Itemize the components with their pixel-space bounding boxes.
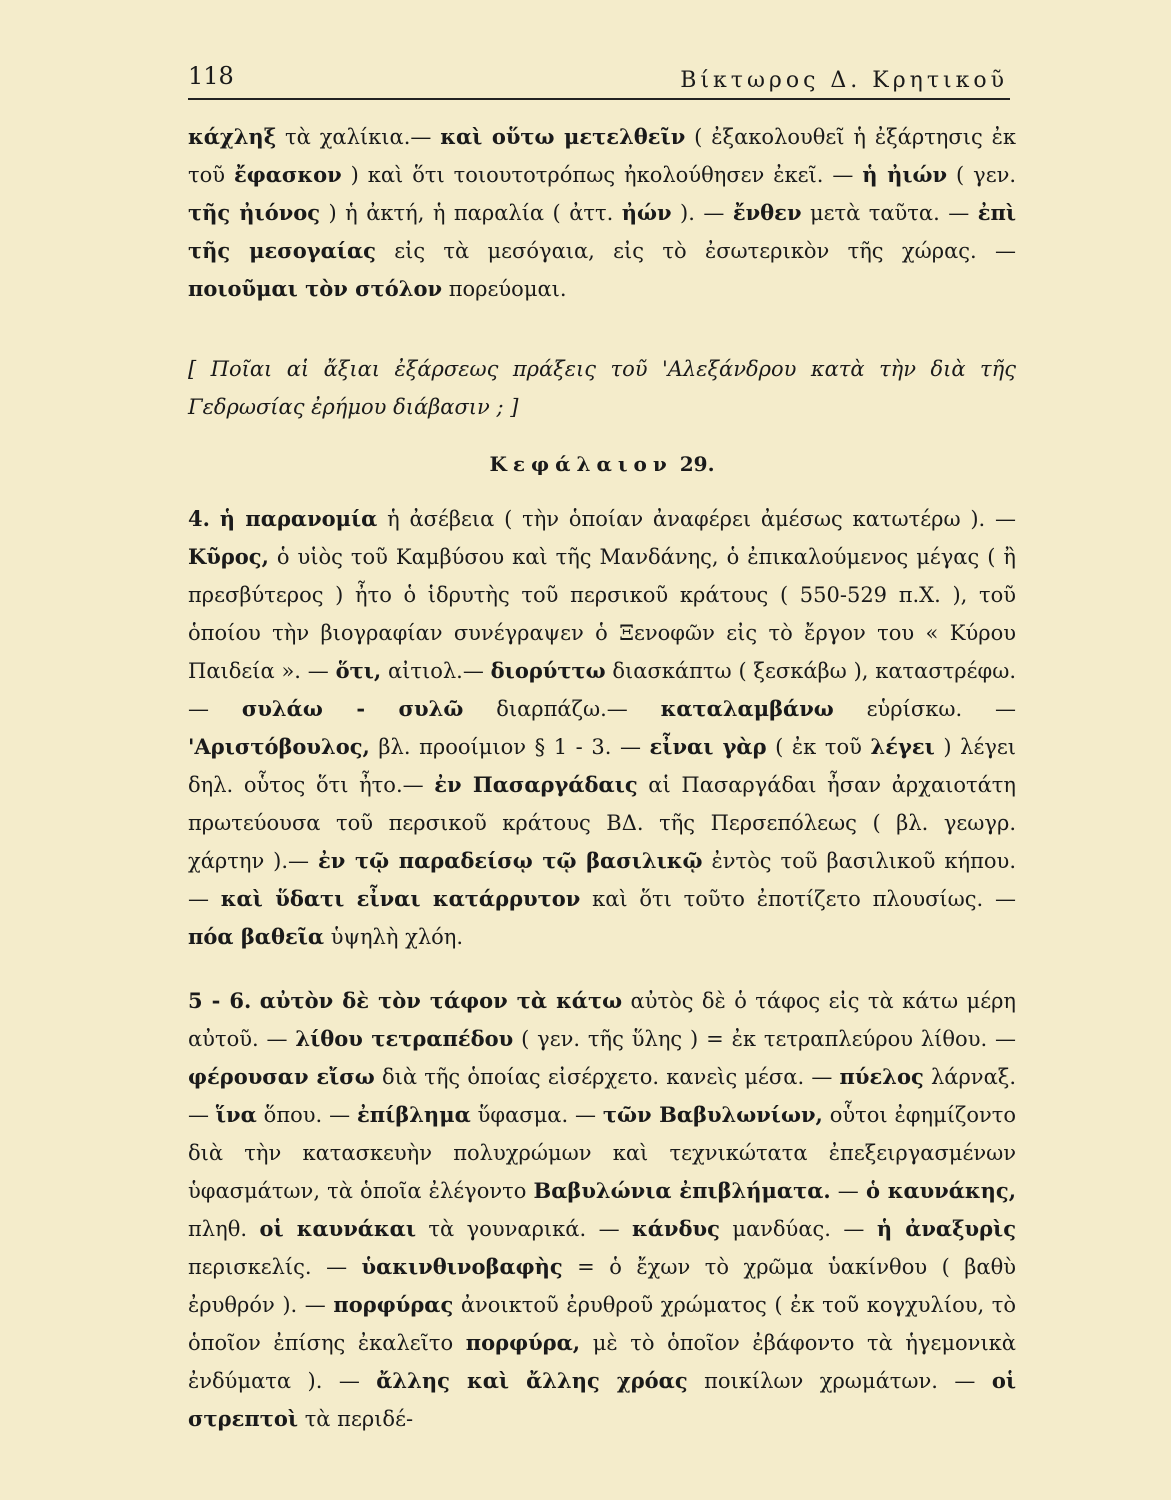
- gloss: διασκάπτω ( ξεσκάβω ), καταστρέφω.—: [188, 659, 1017, 721]
- term: διορύττω: [490, 658, 606, 683]
- gloss: ( γεν. τῆς ὕλης ) = ἐκ τετραπλεύρου λίθου. —: [513, 1027, 1017, 1051]
- gloss: λάρναξ. —: [188, 1065, 1016, 1127]
- chapter-heading: [188, 452, 1016, 476]
- gloss: ἀνοικτοῦ ἐρυθροῦ χρώματος ( ἐκ τοῦ κογχυλίου, τὸ ὁποῖον ἐπίσης ἐκαλεῖτο: [188, 1293, 1016, 1355]
- gloss: ( γεν.: [947, 163, 1017, 187]
- gloss: τὰ γουναρικά. —: [415, 1217, 633, 1241]
- term: οἱ στρεπτοὶ: [188, 1368, 1016, 1431]
- page-number: 118: [188, 62, 234, 90]
- term: φέρουσαν εἴσω: [188, 1064, 375, 1089]
- term: ὅτι,: [335, 658, 382, 683]
- term: ἵνα: [215, 1102, 257, 1127]
- term: κάχληξ: [188, 124, 277, 149]
- chapter-word: Κεφάλαιον: [489, 452, 673, 476]
- gloss: καὶ ὅτι τοῦτο ἐποτίζετο πλουσίως. —: [580, 887, 1016, 911]
- term: ἐπὶ τῆς μεσογαίας: [188, 200, 1016, 263]
- gloss: ) ἡ ἀκτή, ἡ παραλία ( ἀττ.: [320, 201, 622, 225]
- term: Βαβυλώνια ἐπιβλήματα.: [533, 1178, 831, 1203]
- header-rule: [188, 98, 1010, 100]
- gloss: εὑρίσκω. —: [833, 697, 1016, 721]
- gloss: ἐντὸς τοῦ βασιλικοῦ κήπου. —: [188, 849, 1016, 911]
- gloss: τὰ περιδέ-: [298, 1407, 414, 1431]
- gloss: βλ. προοίμιον § 1 - 3. —: [369, 735, 650, 759]
- gloss: εἰς τὰ μεσόγαια, εἰς τὸ ἐσωτερικὸν τῆς χώρας. —: [375, 239, 1016, 263]
- term: ὑακινθινοβαφὴς: [361, 1254, 563, 1279]
- gloss: ) λέγει δηλ. οὗτος ὅτι ἦτο.—: [188, 735, 1016, 797]
- study-question: [ Ποῖαι αἱ ἄξιαι ἐξάρσεως πράξεις τοῦ 'Αλεξάνδρου κατὰ τὴν διὰ τῆς Γεδρωσίας ἐρήμου διάβασιν ; ]: [188, 357, 1016, 419]
- term: αὐτὸν δὲ τὸν τάφον τὰ κάτω: [259, 988, 623, 1013]
- term: οἱ καυνάκαι: [259, 1216, 416, 1241]
- gloss: ὕφασμα. —: [470, 1103, 603, 1127]
- term: ὁ καυνάκης,: [865, 1178, 1017, 1203]
- term: 'Αριστόβουλος,: [188, 734, 370, 759]
- section-number: 5 - 6.: [188, 988, 252, 1013]
- page-header: [188, 62, 1008, 98]
- gloss: διαρπάζω.—: [463, 697, 661, 721]
- gloss: ) καὶ ὅτι τοιουτοτρόπως ἠκολούθησεν ἐκεῖ. —: [341, 163, 863, 187]
- term: ποιοῦμαι τὸν στόλον: [188, 276, 443, 301]
- gloss: μὲ τὸ ὁποῖον ἐβάφοντο τὰ ἡγεμονικὰ ἐνδύματα ). —: [188, 1331, 1016, 1393]
- gloss: μανδύας. —: [719, 1217, 877, 1241]
- term: καὶ οὕτω μετελθεῖν: [440, 124, 686, 149]
- gloss: ἡ ἀσέβεια ( τὴν ὁποίαν ἀναφέρει ἀμέσως κατωτέρω ). —: [377, 507, 1017, 531]
- chapter-number: 29.: [679, 452, 715, 476]
- term: εἶναι γὰρ: [649, 734, 767, 759]
- gloss: ). —: [671, 201, 733, 225]
- term: καταλαμβάνω: [660, 696, 834, 721]
- gloss: ὁ υἱὸς τοῦ Καμβύσου καὶ τῆς Μανδάνης, ὁ ἐπικαλούμενος μέγας ( ἢ πρεσβύτερος ) ἦτο ὁ ἱδρυτὴς τοῦ περσικοῦ κράτους ( 550-529 π.Χ. ), τοῦ ὁποίου τὴν βιογραφίαν συνέγραψεν ὁ Ξενοφῶν εἰς τὸ ἔργον του « Κύρου Παιδεία ». —: [188, 545, 1016, 683]
- term: καὶ ὕδατι εἶναι κατάρρυτον: [220, 886, 581, 911]
- term: ἡ ἠιών: [862, 162, 948, 187]
- term: κάνδυς: [632, 1216, 720, 1241]
- gloss: ( ἐκ τοῦ: [766, 735, 871, 759]
- term: ἐν Πασαργάδαις: [434, 772, 638, 797]
- term: ἔνθεν: [732, 200, 802, 225]
- gloss: πορεύομαι.: [442, 277, 567, 301]
- gloss: = ὁ ἔχων τὸ χρῶμα ὑακίνθου ( βαθὺ ἐρυθρόν ). —: [188, 1255, 1016, 1317]
- gloss: διὰ τῆς ὁποίας εἰσέρχετο. κανεὶς μέσα. —: [374, 1065, 840, 1089]
- term: λέγει: [870, 734, 935, 759]
- term: ἐν τῷ παραδείσῳ τῷ βασιλικῷ: [318, 848, 703, 873]
- gloss: ποικίλων χρωμάτων. —: [687, 1369, 992, 1393]
- gloss: αἱ Πασαργάδαι ἦσαν ἀρχαιοτάτη πρωτεύουσα τοῦ περσικοῦ κράτους ΒΔ. τῆς Περσεπόλεως ( βλ. γεωγρ. χάρτην ).—: [188, 773, 1017, 873]
- term: ἐπίβλημα: [356, 1102, 471, 1127]
- term: τῆς ἠιόνος: [188, 200, 321, 225]
- gloss: τὰ χαλίκια.—: [276, 125, 441, 149]
- term: ἠών: [621, 200, 672, 225]
- term: πορφύρα,: [465, 1330, 581, 1355]
- section-number: 4.: [188, 506, 210, 531]
- term: τῶν Βαβυλωνίων,: [602, 1102, 823, 1127]
- gloss: [251, 989, 259, 1013]
- term: ἄλλης καὶ ἄλλης χρόας: [376, 1368, 688, 1393]
- gloss: [210, 507, 220, 531]
- term: πορφύρας: [333, 1292, 454, 1317]
- term: πόα βαθεῖα: [188, 924, 325, 949]
- term: ἡ παρανομία: [219, 506, 378, 531]
- term: συλάω - συλῶ: [241, 696, 464, 721]
- gloss: —: [830, 1179, 866, 1203]
- term: λίθου τετραπέδου: [295, 1026, 514, 1051]
- term: ἔφασκον: [233, 162, 342, 187]
- paragraph-section-5-6: [188, 982, 1016, 1438]
- gloss: οὗτοι ἐφημίζοντο διὰ τὴν κατασκευὴν πολυχρώμων καὶ τεχνικώτατα ἐπεξειργασμένων ὑφασμάτων, τὰ ὁποῖα ἐλέγοντο: [188, 1103, 1016, 1203]
- gloss: μετὰ ταῦτα. —: [801, 201, 978, 225]
- page-body: [188, 118, 1016, 1438]
- gloss: περισκελίς. —: [188, 1255, 362, 1279]
- paragraph-section-4: [188, 500, 1016, 956]
- gloss: ὅπου. —: [256, 1103, 357, 1127]
- running-head: Βίκτωρος Δ. Κρητικοῦ: [680, 68, 1008, 93]
- gloss: ( ἐξακολουθεῖ ἡ ἐξάρτησις ἐκ τοῦ: [188, 125, 1016, 187]
- gloss: αὐτὸς δὲ ὁ τάφος εἰς τὰ κάτω μέρη αὐτοῦ. —: [188, 989, 1016, 1051]
- gloss: πληθ.: [188, 1217, 260, 1241]
- term: πύελος: [839, 1064, 924, 1089]
- gloss: ὑψηλὴ χλόη.: [324, 925, 464, 949]
- term: Κῦρος,: [188, 544, 269, 569]
- paragraph-glossary-1: [188, 118, 1016, 308]
- gloss: αἰτιολ.—: [381, 659, 491, 683]
- term: ἡ ἀναξυρὶς: [876, 1216, 1017, 1241]
